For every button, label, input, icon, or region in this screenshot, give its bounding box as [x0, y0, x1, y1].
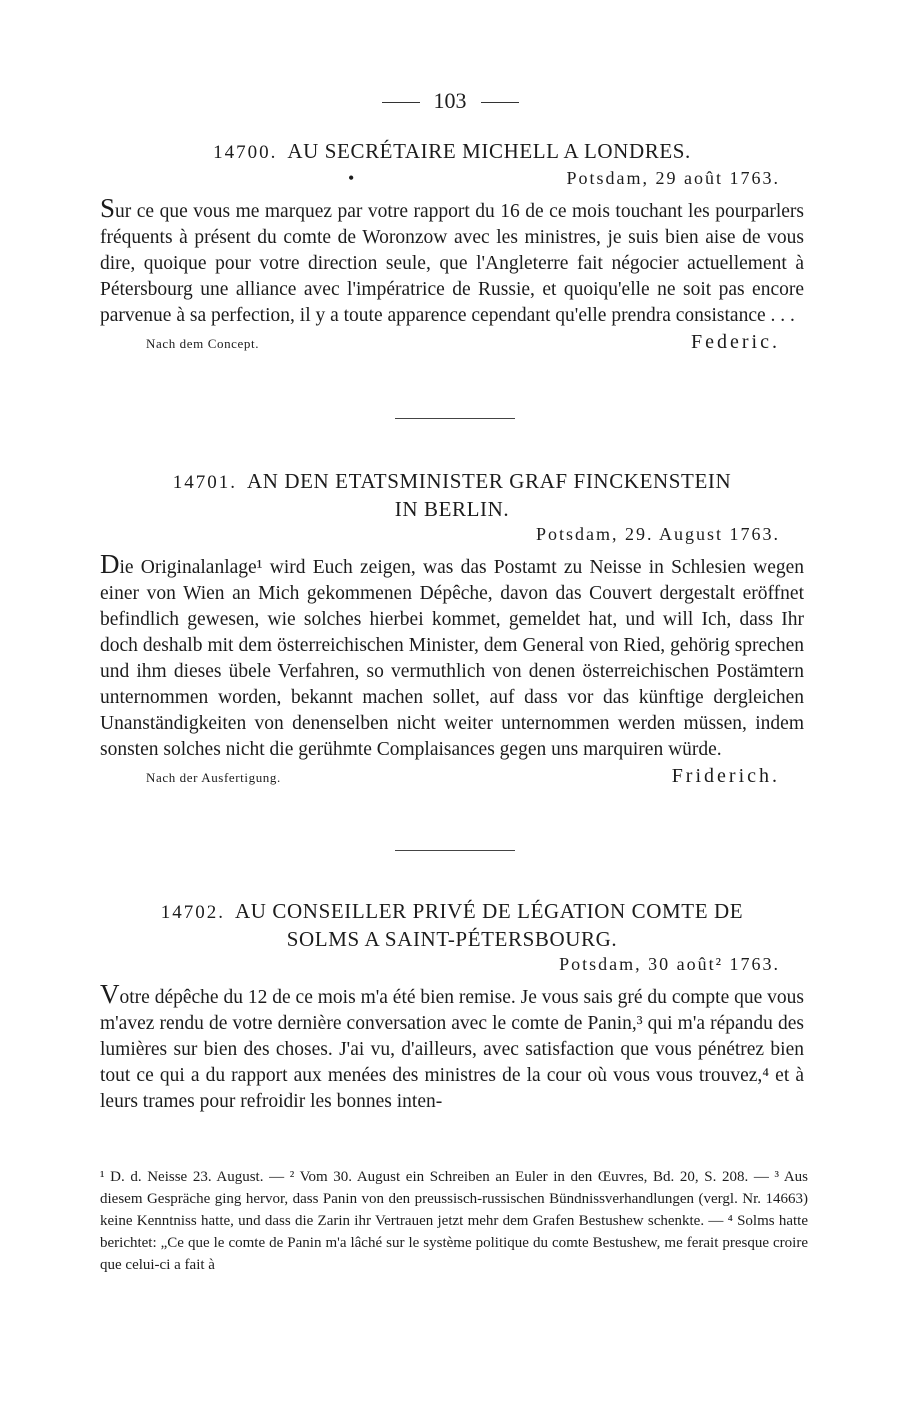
letter-title-line2: SOLMS A SAINT-PÉTERSBOURG. [286, 927, 618, 951]
letter-number: 14701. [172, 472, 237, 493]
letter-title-line1: AU CONSEILLER PRIVÉ DE LÉGATION COMTE DE [235, 899, 744, 923]
letter-heading [100, 468, 804, 522]
letter-number: 14700. [213, 142, 278, 163]
signature-row [100, 765, 804, 788]
signature: Friderich. [671, 765, 780, 787]
dateline: Potsdam, 30 août² 1763. [559, 954, 780, 974]
letter-number: 14702. [160, 902, 226, 923]
source-note: Nach dem Concept. [146, 336, 260, 351]
dropcap: V [100, 979, 120, 1009]
letter-body: Die Originalanlage¹ wird Euch zeigen, was das Postamt zu Neisse in Schlesien wegen einer von Wien an Mich gekommenen Dépêche, davon das Couvert dergestalt eröffnet befindlich gewesen, wie solches hierbei kommet, gemeldet hat, und will Ich, dass Ihr doch deshalb mit dem österreichischen Minister, dem General von Ried, gehörig sprechen und ihm dieses übele Verfahren, so vermuthlich von denen österreichischen Postämtern unternommen worden, bekannt machen sollet, auf dass vor das künftige dergleichen Unanständigkeiten von denenselben nicht weiter unternommen werden müssen, indem sonsten solches nicht die gerühmte Complaisances gegen uns marquiren würde. [100, 549, 804, 760]
section-divider [395, 418, 515, 419]
dropcap: D [100, 549, 120, 579]
letter-heading [100, 138, 804, 166]
section-divider [395, 850, 515, 851]
bullet-mark: • [348, 168, 357, 188]
letter-title: AU SECRÉTAIRE MICHELL A LONDRES. [287, 139, 691, 163]
letter-14701 [100, 468, 804, 788]
signature-row [100, 331, 804, 354]
signature: Federic. [691, 331, 780, 353]
letter-14700 [100, 138, 804, 354]
letter-title-line1: AN DEN ETATSMINISTER GRAF FINCKENSTEIN [246, 469, 732, 493]
dateline: Potsdam, 29. August 1763. [535, 524, 780, 544]
footnotes: ¹ D. d. Neisse 23. August. — ² Vom 30. August ein Schreiben an Euler in den Œuvres, Bd. 20, S. 208. — ³ Aus diesem Gespräche ging hervor, dass Panin von den preussisch-russischen Bündnissverhandlungen (vergl. Nr. 14663) keine Kenntniss hatte, und dass die Zarin ihr Vertrauen jetzt mehr dem Grafen Bestushew schenkte. — ⁴ Solms hatte berichtet: „Ce que le comte de Panin m'a lâché sur le système politique du comte Bestushew, me ferait presque croire que celui-ci a fait à [100, 1169, 808, 1273]
dropcap: S [100, 193, 116, 223]
letter-title-line2: IN BERLIN. [394, 497, 510, 521]
letter-14702 [100, 898, 804, 1115]
dateline: • Potsdam, 29 août 1763. [348, 168, 780, 188]
page-number: 103 [0, 88, 900, 114]
page-number-dash-left [382, 102, 420, 103]
letter-heading [100, 898, 804, 952]
letter-body: Votre dépêche du 12 de ce mois m'a été bien remise. Je vous sais gré du compte que vous m'avez rendu de votre dernière conversation avec le comte de Panin,³ qui m'a répandu des lumières sur bien des choses. J'ai vu, d'ailleurs, avec satisfaction que vous pénétrez bien tout ce qui a du rapport aux menées des ministres de la cour où vous vous trouvez,⁴ et à leurs trames pour refroidir les bonnes inten- [100, 979, 804, 1112]
source-note: Nach der Ausfertigung. [146, 770, 281, 785]
page-number-dash-right [481, 102, 519, 103]
letter-body: Sur ce que vous me marquez par votre rapport du 16 de ce mois touchant les pourparlers fréquents à présent du comte de Woronzow avec les ministres, je suis bien aise de vous dire, quoique pour votre direction seule, que l'Angleterre fait négocier actuellement à Pétersbourg une alliance avec l'impératrice de Russie, et quoiqu'elle ne soit pas encore parvenue à sa perfection, il y a toute apparence cependant qu'elle prendra consistance . . . [100, 193, 804, 326]
